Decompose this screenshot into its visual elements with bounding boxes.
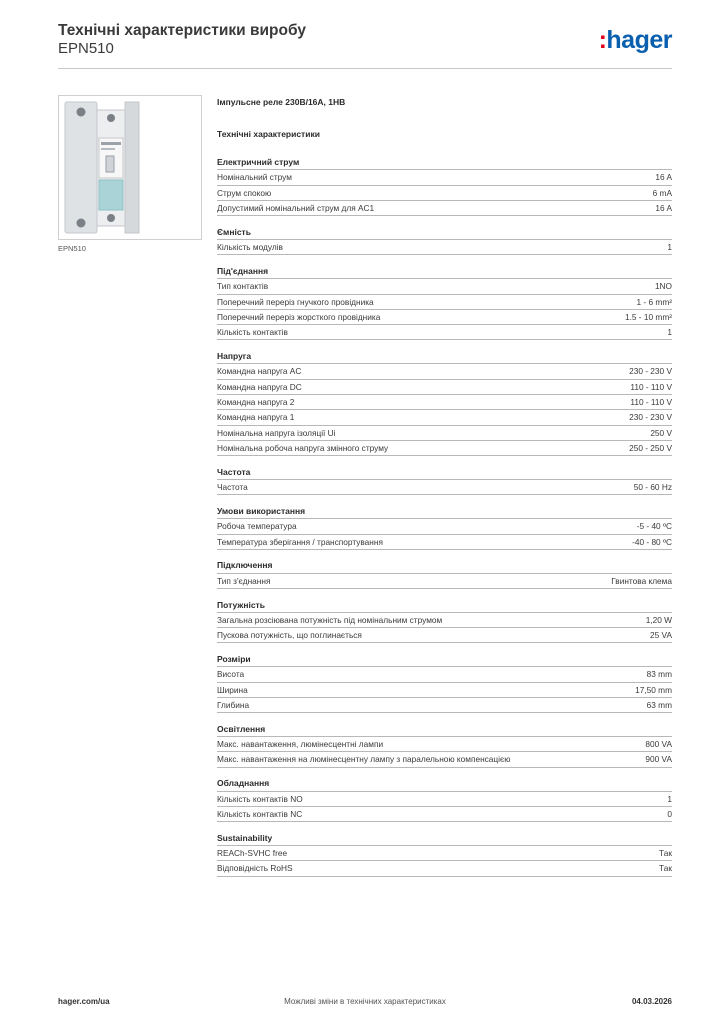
section-title: Електричний струм (217, 155, 672, 170)
spec-value: 110 - 110 V (630, 381, 672, 392)
section-title: Освітлення (217, 722, 672, 737)
product-description: Імпульсне реле 230В/16А, 1НВ (217, 97, 346, 107)
spec-label: Загальна розсіювана потужність під номінальним струмом (217, 614, 443, 625)
spec-label: Макс. навантаження, люмінесцентні лампи (217, 739, 384, 750)
spec-label: Глибина (217, 699, 250, 710)
spec-label: Номінальний струм (217, 172, 292, 183)
spec-label: Температура зберігання / транспортування (217, 536, 383, 547)
spec-label: Макс. навантаження на люмінесцентну лампу з паралельною компенсацією (217, 754, 511, 765)
spec-section (217, 465, 672, 496)
spec-label: Тип з'єднання (217, 575, 271, 586)
spec-row (217, 295, 672, 310)
spec-row (217, 441, 672, 456)
spec-section (217, 776, 672, 822)
hager-logo[interactable]: :hager (598, 26, 672, 54)
spec-row (217, 698, 672, 713)
spec-section (217, 504, 672, 550)
spec-label: Поперечний переріз гнучкого провідника (217, 296, 374, 307)
spec-label: Кількість контактів (217, 327, 288, 338)
section-title: Обладнання (217, 776, 672, 791)
spec-label: Частота (217, 482, 248, 493)
spec-value: 1 (667, 793, 672, 804)
spec-label: Висота (217, 669, 245, 680)
spec-row (217, 667, 672, 682)
spec-label: Номінальна робоча напруга змінного струму (217, 442, 389, 453)
spec-label: Командна напруга AC (217, 366, 302, 377)
spec-value: 1 - 6 mm² (636, 296, 672, 307)
spec-value: -5 - 40 ºC (636, 521, 672, 532)
spec-row (217, 846, 672, 861)
section-title: Sustainability (217, 831, 672, 846)
footer-note: Можливі зміни в технічних характеристиках (284, 997, 446, 1006)
spec-label: Допустимий номінальний струм для AC1 (217, 202, 375, 213)
spec-row (217, 807, 672, 822)
spec-sections (217, 155, 672, 877)
spec-value: 83 mm (646, 669, 672, 680)
spec-row (217, 186, 672, 201)
spec-value: 16 A (655, 202, 672, 213)
spec-content (217, 97, 672, 885)
spec-section (217, 155, 672, 216)
spec-label: Робоча температура (217, 521, 297, 532)
spec-label: Пускова потужність, що поглинається (217, 630, 362, 641)
spec-row (217, 410, 672, 425)
spec-value: Так (659, 848, 672, 859)
spec-value: 230 - 230 V (629, 412, 672, 423)
spec-label: Ширина (217, 684, 248, 695)
spec-row (217, 480, 672, 495)
spec-heading: Технічні характеристики (217, 129, 320, 139)
spec-section (217, 264, 672, 340)
spec-section (217, 831, 672, 877)
spec-section (217, 598, 672, 644)
spec-section (217, 349, 672, 456)
spec-row (217, 752, 672, 767)
spec-label: Командна напруга 2 (217, 396, 295, 407)
spec-value: Гвинтова клема (611, 575, 672, 586)
spec-label: Кількість контактів NC (217, 808, 303, 819)
spec-section (217, 722, 672, 768)
spec-value: 250 - 250 V (629, 442, 672, 453)
product-photo (58, 95, 202, 240)
spec-label: Командна напруга DC (217, 381, 302, 392)
spec-row (217, 380, 672, 395)
spec-label: Струм спокою (217, 187, 272, 198)
spec-section (217, 225, 672, 256)
product-code: EPN510 (58, 40, 114, 57)
spec-row (217, 325, 672, 340)
spec-row (217, 683, 672, 698)
spec-row (217, 737, 672, 752)
spec-row (217, 535, 672, 550)
spec-label: REACh-SVHC free (217, 848, 288, 859)
footer-date: 04.03.2026 (631, 997, 672, 1006)
section-title: Ємність (217, 225, 672, 240)
spec-label: Кількість контактів NO (217, 793, 303, 804)
spec-value: 63 mm (646, 699, 672, 710)
spec-row (217, 279, 672, 294)
spec-row (217, 310, 672, 325)
spec-label: Тип контактів (217, 281, 269, 292)
section-title: Потужність (217, 598, 672, 613)
spec-value: 1,20 W (645, 614, 672, 625)
photo-caption: EPN510 (58, 244, 86, 253)
spec-value: 230 - 230 V (629, 366, 672, 377)
spec-value: 50 - 60 Hz (633, 482, 672, 493)
section-title: Частота (217, 465, 672, 480)
section-title: Напруга (217, 349, 672, 364)
spec-label: Командна напруга 1 (217, 412, 295, 423)
spec-row (217, 861, 672, 876)
spec-value: -40 - 80 ºC (632, 536, 672, 547)
spec-row (217, 426, 672, 441)
spec-value: 900 VA (645, 754, 672, 765)
spec-label: Відповідність RoHS (217, 863, 293, 874)
circuit-device-image (59, 96, 201, 239)
spec-value: 25 VA (650, 630, 672, 641)
spec-row (217, 519, 672, 534)
spec-value: 110 - 110 V (630, 396, 672, 407)
spec-row (217, 613, 672, 628)
page-title: Технічні характеристики виробу (58, 22, 306, 39)
section-title: Підключення (217, 558, 672, 573)
spec-value: Так (659, 863, 672, 874)
spec-row (217, 574, 672, 589)
page-header (58, 20, 672, 69)
spec-row (217, 240, 672, 255)
spec-value: 250 V (650, 427, 672, 438)
footer-website-link[interactable]: hager.com/ua (58, 997, 110, 1006)
section-title: Умови використання (217, 504, 672, 519)
spec-value: 1 (667, 327, 672, 338)
spec-label: Поперечний переріз жорсткого провідника (217, 311, 381, 322)
spec-value: 800 VA (645, 739, 672, 750)
spec-label: Номінальна напруга ізоляції Ui (217, 427, 336, 438)
spec-section (217, 558, 672, 589)
spec-value: 1 (667, 242, 672, 253)
section-title: Під'єднання (217, 264, 672, 279)
spec-row (217, 395, 672, 410)
spec-value: 1.5 - 10 mm² (624, 311, 672, 322)
spec-section (217, 652, 672, 713)
spec-value: 0 (667, 808, 672, 819)
spec-row (217, 628, 672, 643)
spec-value: 1NO (654, 281, 672, 292)
section-title: Розміри (217, 652, 672, 667)
spec-label: Кількість модулів (217, 242, 283, 253)
spec-row (217, 201, 672, 216)
spec-value: 17,50 mm (635, 684, 672, 695)
spec-row (217, 792, 672, 807)
spec-value: 6 mA (652, 187, 672, 198)
spec-value: 16 A (655, 172, 672, 183)
spec-row (217, 364, 672, 379)
spec-row (217, 170, 672, 185)
